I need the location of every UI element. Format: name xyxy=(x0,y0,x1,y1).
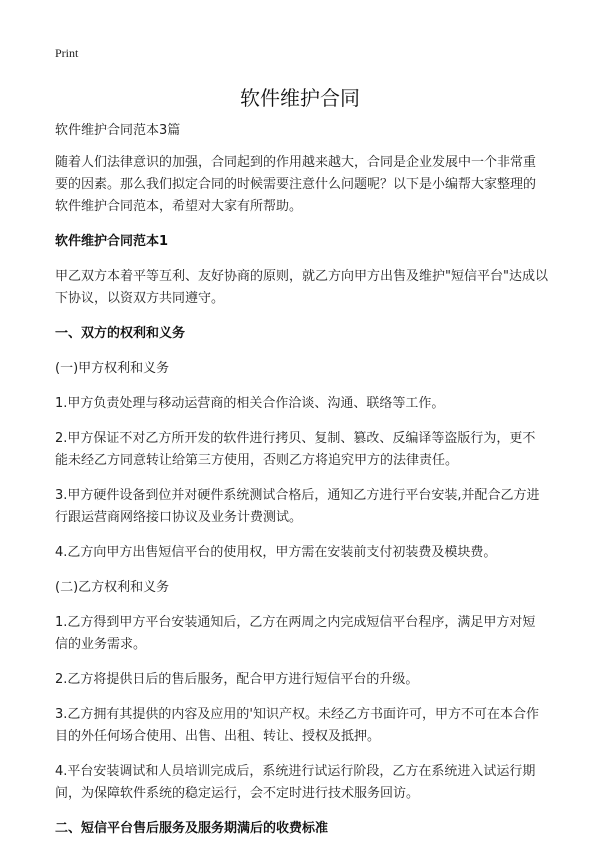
section-heading: 软件维护合同范本1 xyxy=(55,234,169,249)
document-title: 软件维护合同 xyxy=(240,86,360,110)
intro-paragraph: 随着人们法律意识的加强，合同起到的作用越来越大，合同是企业发展中一个非常重要的因素。那么我们拟定合同的时候需要注意什么问题呢？以下是小编帮大家整理的软件维护合同范本，希望对大家有所帮助。 xyxy=(55,155,537,214)
section-intro-paragraph: 甲乙双方本着平等互利、友好协商的原则，就乙方向甲方出售及维护"短信平台"达成以下协议，以资双方共同遵守。 xyxy=(55,269,548,306)
clause-paragraph: 2.乙方将提供日后的售后服务，配合甲方进行短信平台的升级。 xyxy=(55,672,419,687)
clause-paragraph: 4.平台安装调试和人员培训完成后，系统进行试运行阶段，乙方在系统进入试运行期间，为保障软件系统的稳定运行，会不定时进行技术服务回访。 xyxy=(55,764,536,801)
print-link[interactable]: Print xyxy=(55,46,79,60)
sub-heading: (一)甲方权利和义务 xyxy=(55,361,170,376)
clause-paragraph: 1.甲方负责处理与移动运营商的相关合作洽谈、沟通、联络等工作。 xyxy=(55,396,445,411)
part-heading: 二、短信平台售后服务及服务期满后的收费标准 xyxy=(55,821,329,836)
sub-heading: (二)乙方权利和义务 xyxy=(55,580,170,595)
document-body xyxy=(55,120,548,853)
part-heading: 一、双方的权利和义务 xyxy=(55,326,186,341)
clause-paragraph: 4.乙方向甲方出售短信平台的使用权，甲方需在安装前支付初装费及模块费。 xyxy=(55,545,497,560)
clause-paragraph: 1.乙方得到甲方平台安装通知后，乙方在两周之内完成短信平台程序，满足甲方对短信的业务需求。 xyxy=(55,615,536,652)
clause-paragraph: 3.乙方拥有其提供的内容及应用的'知识产权。未经乙方书面许可，甲方不可在本合作目的外任何场合使用、出售、出租、转让、授权及抵押。 xyxy=(55,707,539,744)
document-subtitle: 软件维护合同范本3篇 xyxy=(55,123,181,138)
clause-paragraph: 3.甲方硬件设备到位并对硬件系统测试合格后，通知乙方进行平台安装,并配合乙方进行跟运营商网络接口协议及业务计费测试。 xyxy=(55,488,540,525)
clause-paragraph: 2.甲方保证不对乙方所开发的软件进行拷贝、复制、篡改、反编译等盗版行为，更不能未经乙方同意转让给第三方使用，否则乙方将追究甲方的法律责任。 xyxy=(55,431,536,468)
